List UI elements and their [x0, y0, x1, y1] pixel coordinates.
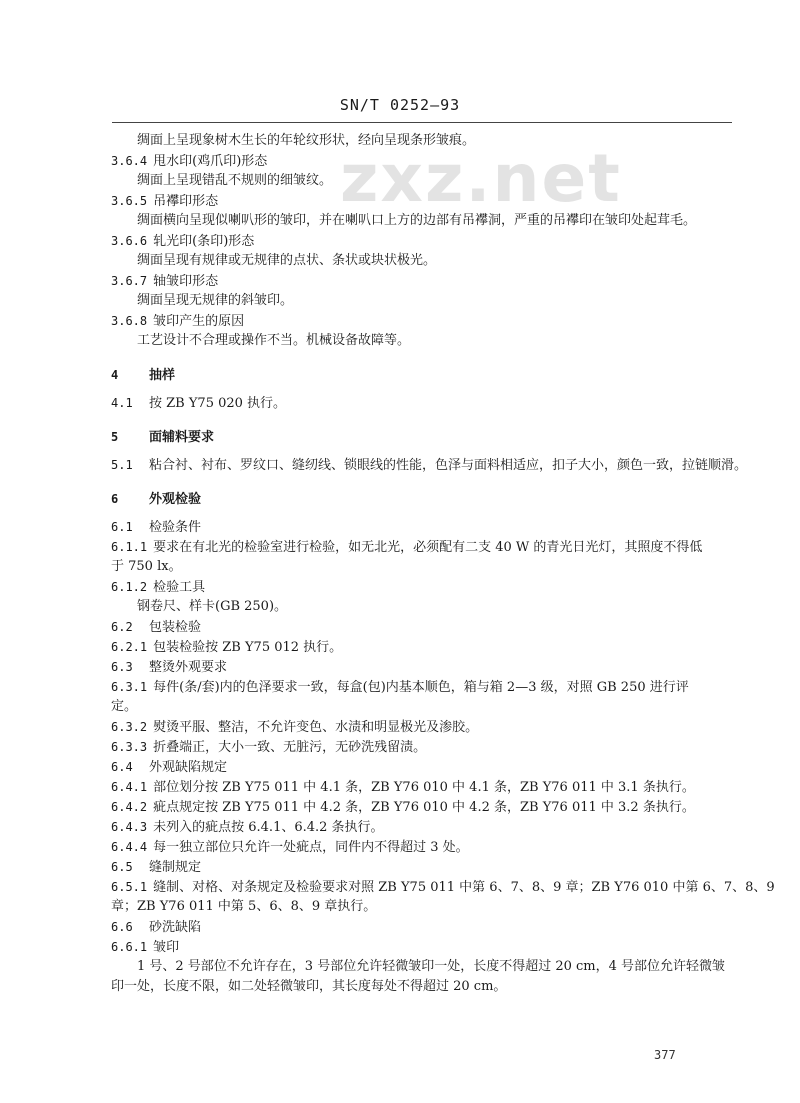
- clause-continuation: 定。: [111, 699, 138, 714]
- clause: 6.3.2 熨烫平服、整洁，不允许变色、水渍和明显极光及渗胶。: [111, 720, 479, 735]
- watermark: zxz.net: [340, 140, 622, 217]
- clause-heading: 6.6 砂洗缺陷: [111, 920, 202, 935]
- paragraph: 工艺设计不合理或操作不当。机械设备故障等。: [137, 333, 411, 348]
- paragraph: 钢卷尺、样卡(GB 250)。: [137, 599, 288, 614]
- clause-heading: 3.6.8 皱印产生的原因: [111, 314, 245, 329]
- clause-heading: 6.2 包装检验: [111, 620, 202, 635]
- clause: 6.4.1 部位划分按 ZB Y75 011 中 4.1 条，ZB Y76 010 中 4.1 条，ZB Y76 011 中 3.1 条执行。: [111, 780, 695, 795]
- paragraph: 绸面呈现无规律的斜皱印。: [137, 293, 294, 308]
- clause: 6.4.3 未列入的疵点按 6.4.1、6.4.2 条执行。: [111, 820, 384, 835]
- clause: 6.5.1 缝制、对格、对条规定及检验要求对照 ZB Y75 011 中第 6、7、8、9 章；ZB Y76 010 中第 6、7、8、9: [111, 880, 775, 895]
- page-number: 377: [654, 1048, 676, 1062]
- header-rule: [112, 122, 732, 123]
- clause: 6.3.1 每件(条/套)内的色泽要求一致，每盒(包)内基本顺色，箱与箱 2—3 级，对照 GB 250 进行评: [111, 680, 689, 695]
- clause-heading: 3.6.7 轴皱印形态: [111, 274, 219, 289]
- clause: 6.3.3 折叠端正，大小一致、无脏污，无砂洗残留渍。: [111, 740, 427, 755]
- clause-heading: 3.6.4 甩水印(鸡爪印)形态: [111, 154, 268, 169]
- paragraph: 1 号、2 号部位不允许存在，3 号部位允许轻微皱印一处，长度不得超过 20 cm，4 号部位允许轻微皱: [137, 959, 726, 974]
- clause: 6.1.1 要求在有北光的检验室进行检验，如无北光，必须配有二支 40 W 的青光日光灯，其照度不得低: [111, 540, 703, 555]
- clause-heading: 6.3 整烫外观要求: [111, 660, 228, 675]
- clause-heading: 6.1.2 检验工具: [111, 580, 206, 595]
- section-heading: 6 外观检验: [111, 492, 202, 507]
- paragraph: 绸面呈现有规律或无规律的点状、条状或块状极光。: [137, 253, 437, 268]
- clause-heading: 6.5 缝制规定: [111, 860, 202, 875]
- clause-heading: 3.6.6 轧光印(条印)形态: [111, 234, 255, 249]
- clause-continuation: 于 750 lx。: [111, 559, 182, 574]
- clause-heading: 6.6.1 皱印: [111, 940, 180, 955]
- paragraph: 绸面横向呈现似喇叭形的皱印，并在喇叭口上方的边部有吊襻洞，严重的吊襻印在皱印处起茸毛。: [137, 213, 697, 228]
- clause: 6.4.2 疵点规定按 ZB Y75 011 中 4.2 条，ZB Y76 010 中 4.2 条，ZB Y76 011 中 3.2 条执行。: [111, 800, 695, 815]
- clause-heading: 3.6.5 吊襻印形态: [111, 194, 219, 209]
- document-body: [111, 131, 775, 997]
- section-heading: 5 面辅料要求: [111, 430, 215, 445]
- clause-heading: 6.1 检验条件: [111, 520, 202, 535]
- paragraph-continuation: 印一处，长度不限，如二处轻微皱印，其长度每处不得超过 20 cm。: [111, 979, 507, 994]
- clause-continuation: 章；ZB Y76 011 中第 5、6、8、9 章执行。: [111, 899, 377, 914]
- clause: 5.1 粘合衬、衬布、罗纹口、缝纫线、锁眼线的性能，色泽与面料相适应，扣子大小，颜色一致，拉链顺滑。: [111, 458, 748, 473]
- paragraph: 绸面上呈现象树木生长的年轮纹形状，经向呈现条形皱痕。: [137, 133, 476, 148]
- clause-heading: 6.4 外观缺陷规定: [111, 760, 228, 775]
- paragraph: 绸面上呈现错乱不规则的细皱纹。: [137, 173, 333, 188]
- clause: 4.1 按 ZB Y75 020 执行。: [111, 396, 287, 411]
- section-heading: 4 抽样: [111, 368, 176, 383]
- clause: 6.4.4 每一独立部位只允许一处疵点，同件内不得超过 3 处。: [111, 840, 469, 855]
- clause: 6.2.1 包装检验按 ZB Y75 012 执行。: [111, 640, 343, 655]
- document-header: SN/T 0252—93: [339, 96, 461, 114]
